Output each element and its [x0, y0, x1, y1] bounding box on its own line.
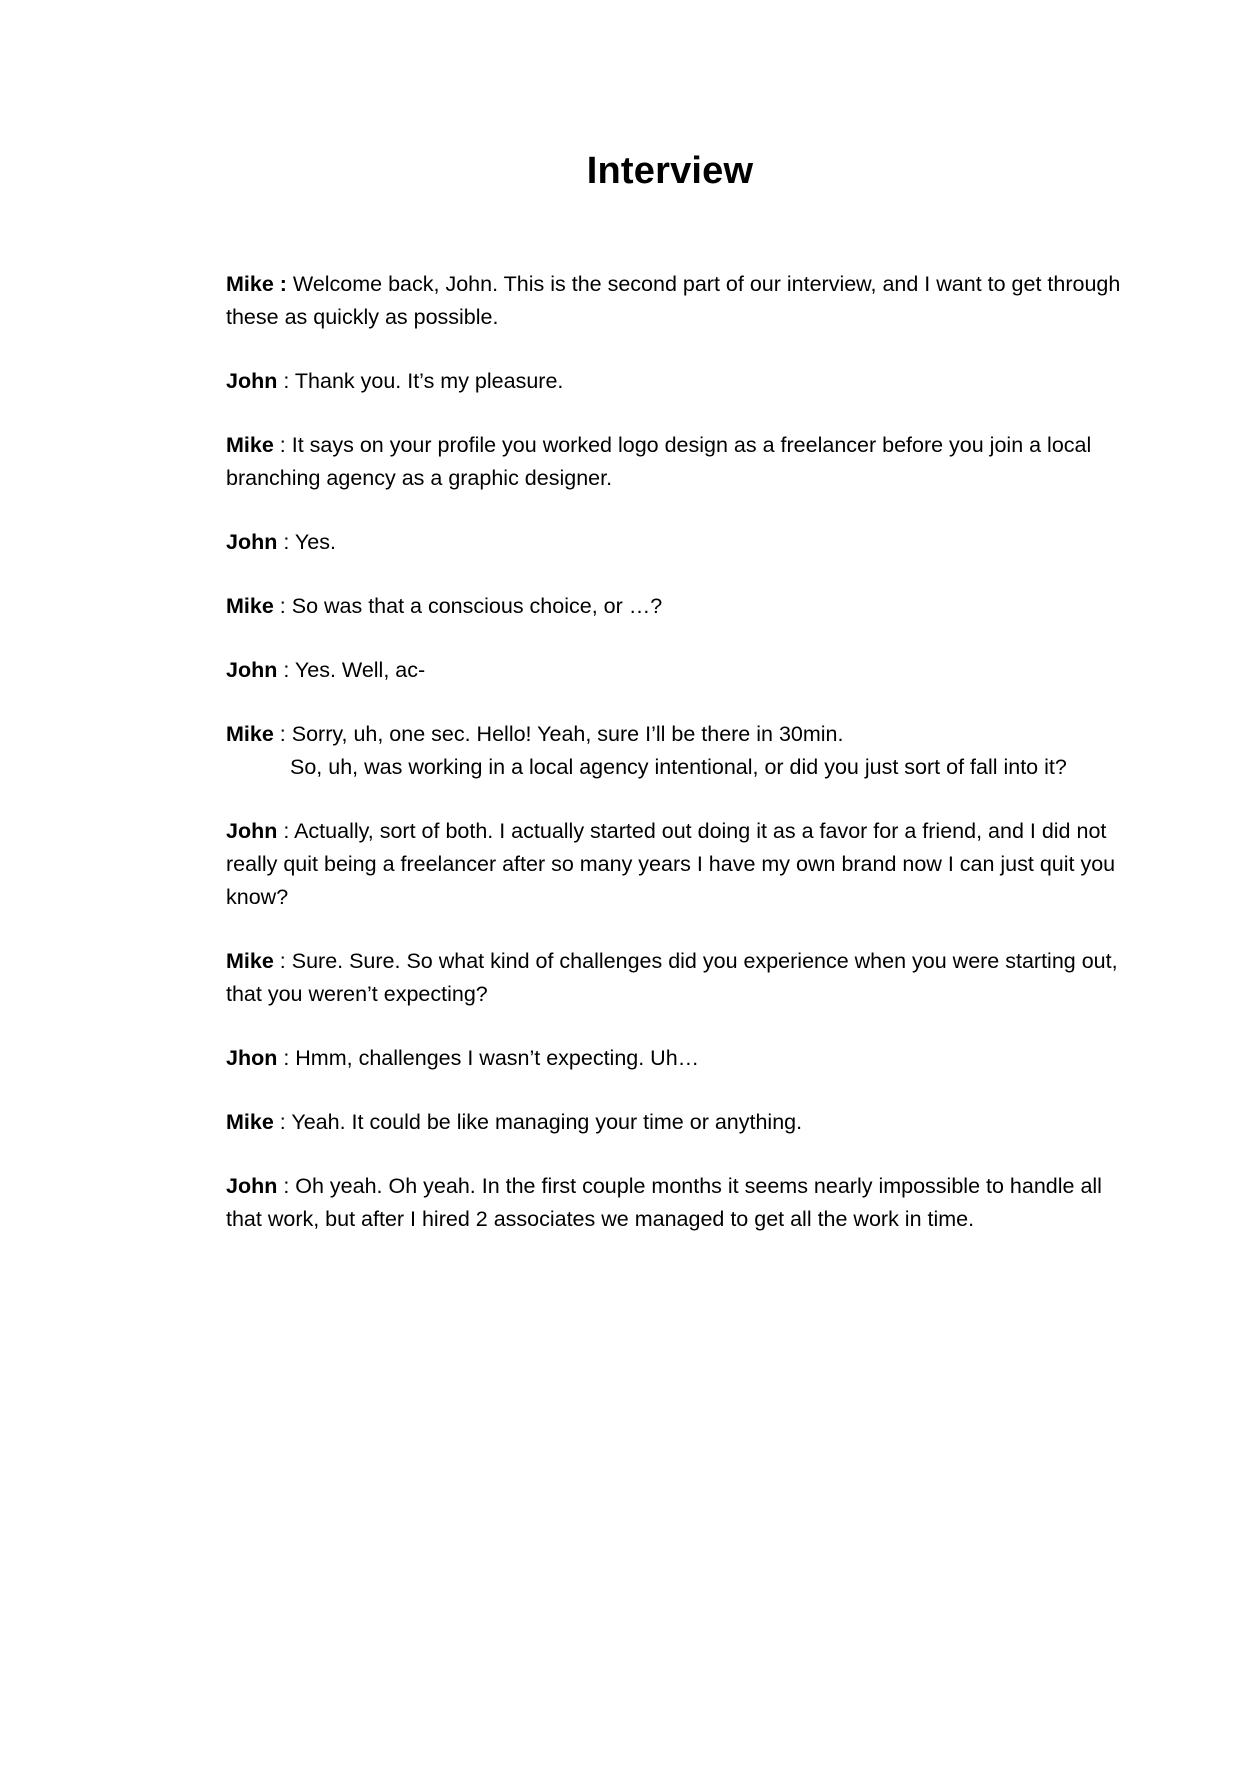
dialogue-text: : Yes. Well, ac- [277, 658, 426, 682]
document-title: Interview [586, 150, 754, 192]
dialogue-turn [226, 654, 1126, 687]
speaker-name: Mike [226, 1110, 274, 1134]
speaker-name: John [226, 1174, 278, 1198]
dialogue-text: : Actually, sort of both. I actually started out doing it as a favor for a friend, and I did not really quit being a freelancer after so many years I have my own brand now I can just quit you know? [226, 819, 1116, 909]
dialogue-turn [226, 429, 1126, 495]
speaker-name: Mike : [226, 272, 287, 296]
dialogue-turn [226, 1170, 1126, 1236]
speaker-name: Mike [226, 594, 274, 618]
dialogue-continuation: So, uh, was working in a local agency intentional, or did you just sort of fall into it? [290, 755, 1067, 779]
speaker-name: Jhon [226, 1046, 278, 1070]
dialogue-text: : Yes. [277, 530, 336, 554]
speaker-name: John [226, 369, 278, 393]
dialogue-turn [226, 590, 1126, 623]
speaker-name: Mike [226, 949, 274, 973]
dialogue-text: : Sure. Sure. So what kind of challenges did you experience when you were starting out, that you weren’t expecting? [226, 949, 1118, 1006]
dialogue-text: : Oh yeah. Oh yeah. In the first couple months it seems nearly impossible to handle all that work, but after I hired 2 associates we managed to get all the work in time. [226, 1174, 1102, 1231]
interview-transcript [226, 268, 1126, 1267]
dialogue-turn [226, 365, 1126, 398]
speaker-name: Mike [226, 722, 274, 746]
dialogue-turn [226, 945, 1126, 1011]
dialogue-turn [226, 526, 1126, 559]
dialogue-turn [226, 718, 1126, 784]
speaker-name: Mike [226, 433, 274, 457]
dialogue-turn [226, 1042, 1126, 1075]
dialogue-text: : So was that a conscious choice, or …? [273, 594, 663, 618]
dialogue-turn [226, 268, 1126, 334]
dialogue-text: Welcome back, John. This is the second part of our interview, and I want to get through these as quickly as possible. [226, 272, 1121, 329]
speaker-name: John [226, 658, 278, 682]
speaker-name: John [226, 530, 278, 554]
dialogue-turn [226, 815, 1126, 914]
speaker-name: John [226, 819, 278, 843]
dialogue-text: : Sorry, uh, one sec. Hello! Yeah, sure I’ll be there in 30min. [273, 722, 844, 746]
dialogue-text: : Thank you. It’s my pleasure. [277, 369, 564, 393]
dialogue-text: : It says on your profile you worked logo design as a freelancer before you join a local branching agency as a graphic designer. [226, 433, 1092, 490]
dialogue-turn [226, 1106, 1126, 1139]
dialogue-text: : Hmm, challenges I wasn’t expecting. Uh… [277, 1046, 700, 1070]
dialogue-text: : Yeah. It could be like managing your time or anything. [273, 1110, 803, 1134]
